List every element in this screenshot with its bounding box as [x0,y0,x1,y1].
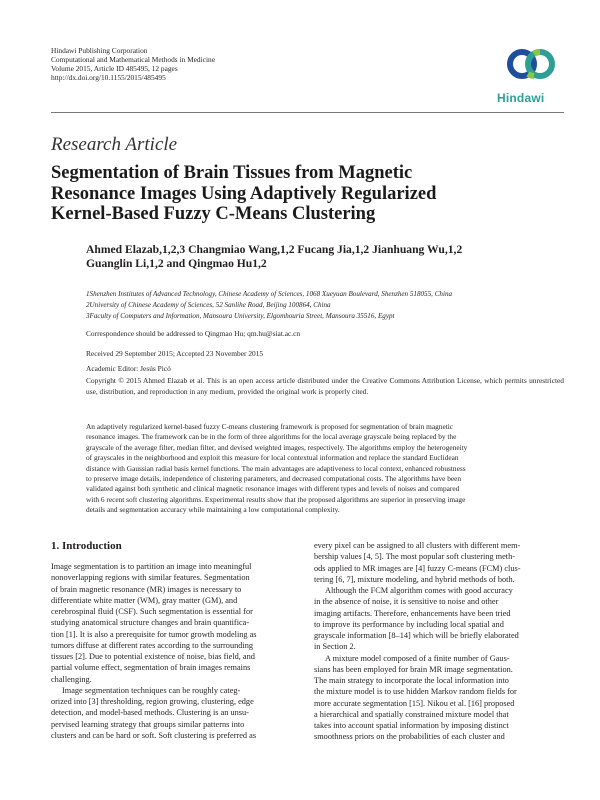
body-line: to improve its performance by including local spatial and [314,619,504,629]
affiliation: 3Faculty of Computers and Information, Mansoura University, Elgomhouria Street, Mansoura 35516, Egypt [86,312,395,320]
body-line: tion [1]. It is also a prerequisite for tumor growth modeling as [51,629,257,639]
body-line: challenging. [51,674,92,684]
abstract-line: validated against both synthetic and clinical magnetic resonance images with different types and levels of noises and compared [86,484,460,494]
abstract-line: of grayscales in the neighborhood and exploit this measure for local contextual information and replace the standard Euclidean [86,453,459,463]
abstract-line: with 6 recent soft clustering algorithms. Experimental results show that the proposed algorithms are superior in preserving image [86,494,466,504]
author-list [86,243,526,271]
body-line: A mixture model composed of a finite number of Gaus- [325,653,510,663]
title-line: Kernel-Based Fuzzy C-Means Clustering [51,204,376,224]
body-line: in the absence of noise, it is sensitive to noise and other [314,597,499,607]
body-line: more accurate segmentation [15]. Nikou et al. [16] proposed [314,698,515,708]
body-column-left [51,561,299,741]
header-divider [51,112,564,113]
body-line: tering [6, 7], mixture modeling, and hybrid methods of both. [314,574,515,584]
abstract-line: resonance images. The framework can be in the form of three algorithms for the local average grayscale being replaced by the [86,432,457,442]
body-line: cerebrospinal fluid (CSF). Such segmentation is essential for [51,607,253,616]
body-line: a hierarchical and spatially constrained mixture model that [314,709,509,719]
body-line: nonoverlapping regions with similar features. Segmentation [51,573,250,583]
body-line: sians has been employed for brain MR image segmentation. [314,664,513,674]
body-line: Image segmentation is to partition an image into meaningful [51,562,252,571]
body-line: clusters and can be hard or soft. Soft clustering is preferred as [51,730,257,740]
body-line: in Section 2. [314,642,356,652]
copyright-notice: Copyright © 2015 Ahmed Elazab et al. This is an open access article distributed under the Creative Commons Attribution License, which permits unrestricted use, distribution, and reproduction in any medium, provided the original work is properly cited. [86,376,564,396]
author-line: Guanglin Li,1,2 and Qingmao Hu1,2 [86,257,267,270]
body-line: ods applied to MR images are [4] fuzzy C-means (FCM) clus- [314,563,521,573]
affiliations [86,289,566,322]
body-line: detection, and model-based methods. Clustering is an unsu- [51,708,249,718]
abstract-line: grayscale of the average filter, median filter, and devised weighted images, respectively. The algorithms employ the heterogeneity [86,442,468,452]
body-line: differentiate white matter (WM), gray matter (GM), and [51,595,238,605]
body-line: smoothness priors on the probabilities of each cluster and [314,732,505,742]
volume-info: Volume 2015, Article ID 485495, 12 pages [51,64,178,73]
body-line: tumors diffuse at different rates according to the surrounding [51,640,253,650]
paper-title [51,163,511,225]
journal-name: Computational and Mathematical Methods in Medicine [51,55,215,64]
hindawi-logo-text: Hindawi [497,91,545,105]
body-line: Image segmentation techniques can be roughly categ- [62,685,241,695]
abstract [86,422,564,516]
body-column-right [314,540,566,743]
doi-link[interactable]: http://dx.doi.org/10.1155/2015/485495 [51,73,166,82]
abstract-line: details and segmentation accuracy while maintaining a low computational complexity. [86,505,340,515]
article-type: Research Article [51,134,178,155]
title-line: Segmentation of Brain Tissues from Magnetic [51,163,413,183]
body-line: orized into [3] thresholding, region growing, clustering, edge [51,697,254,706]
body-line: grayscale information [8–14] which will be briefly elaborated [314,631,519,640]
body-line: imaging artifacts. Therefore, enhancements have been tried [314,608,511,618]
abstract-line: An adaptively regularized kernel-based fuzzy C-means clustering framework is proposed for segmentation of brain magnetic [86,422,454,431]
body-line: partial volume effect, segmentation of brain images remains [51,663,251,673]
body-line: pervised learning strategy that groups similar patterns into [51,719,245,729]
body-line: Although the FCM algorithm comes with good accuracy [325,586,513,595]
body-line: bership values [4, 5]. The most popular soft clustering meth- [314,552,516,562]
affiliation: 2University of Chinese Academy of Sciences, 52 Sanlihe Road, Beijing 100864, China [86,301,331,309]
body-line: tissues [2]. Due to potential existence of noise, bias field, and [51,652,255,661]
body-line: takes into account spatial information by imposing distinct [314,721,509,730]
author-line: Ahmed Elazab,1,2,3 Changmiao Wang,1,2 Fucang Jia,1,2 Jianhuang Wu,1,2 [86,243,463,256]
journal-header [51,46,215,82]
body-line: the mixture model is to use hidden Markov random fields for [314,687,517,697]
received-date: Received 29 September 2015; Accepted 23 November 2015 [86,349,264,358]
academic-editor: Academic Editor: Jesús Picó [86,364,171,373]
abstract-line: to preserve image details, independence of clustering parameters, and decreased computational costs. The algorithms have been [86,474,462,484]
title-line: Resonance Images Using Adaptively Regularized [51,183,437,204]
section-heading: 1. Introduction [51,540,122,552]
affiliation: 1Shenzhen Institutes of Advanced Technology, Chinese Academy of Sciences, 1068 Xueyuan Boulevard, Shenzhen 518055, China [86,290,453,298]
correspondence: Correspondence should be addressed to Qingmao Hu; qm.hu@siat.ac.cn [86,329,301,338]
body-line: of brain magnetic resonance (MR) images is necessary to [51,584,242,594]
body-line: studying anatomical structure changes and brain quantifica- [51,618,250,628]
body-line: every pixel can be assigned to all clusters with different mem- [314,541,521,550]
body-line: The main strategy to incorporate the local information into [314,676,509,685]
abstract-line: distance with Gaussian radial basis kernel functions. The main advantages are adaptiveness to local context, enhanced robustness [86,463,466,473]
publisher: Hindawi Publishing Corporation [51,46,148,55]
